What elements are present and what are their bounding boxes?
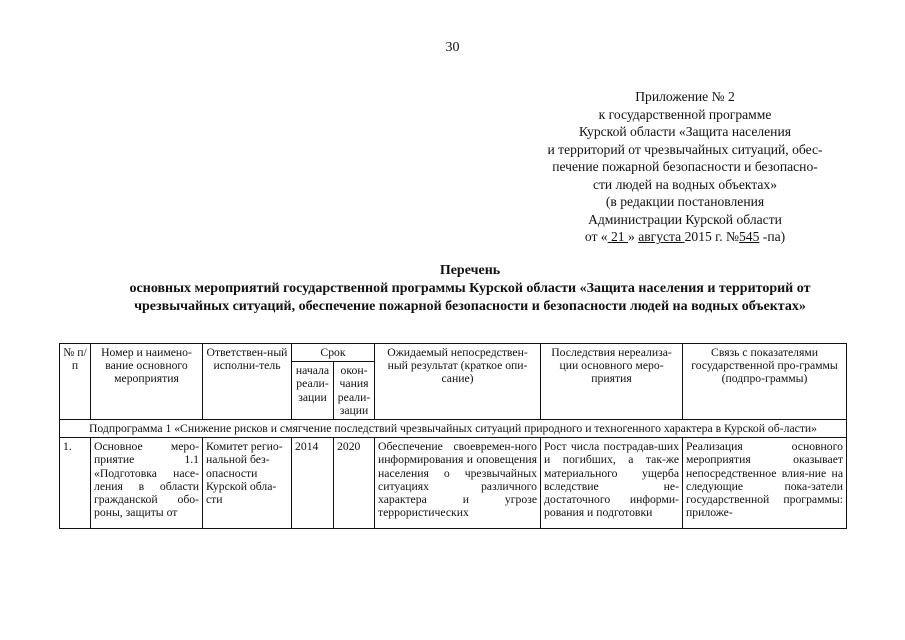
title-line-1: Перечень [439,263,501,278]
header-term: Срок [292,344,375,362]
cell-end: 2020 [334,438,375,529]
title-line-2: основных мероприятий государственной программы Курской области «Защита населения и территорий от [129,281,811,296]
appendix-date-line [500,228,870,246]
cell-executor: Комитет регио-нальной без-опасности Курской обла-сти [203,438,292,529]
appendix-line: Курской области «Защита населения [579,124,791,139]
date-day: 21 [607,229,628,244]
header-link: Связь с показателями государственной про-граммы (подпро-граммы) [683,344,847,420]
date-number: 545 [739,229,760,244]
table-row [60,438,847,529]
date-month: августа [638,229,685,244]
header-name: Номер и наимено-вание основного мероприятия [91,344,203,420]
header-consequences: Последствия нереализа-ции основного меро-приятия [541,344,683,420]
appendix-header [500,88,870,246]
date-prefix: от « [584,229,608,244]
appendix-line: к государственной программе [598,106,772,122]
activities-table [59,343,847,529]
date-suffix: -па) [759,229,786,244]
subprogram-title: Подпрограмма 1 «Снижение рисков и смягчение последствий чрезвычайных ситуаций природного и техногенного характера в Курской об-ласти» [60,420,847,438]
cell-consequences: Рост числа пострадав-ших и погибших, а так-же материального ущерба вследствие не-достаточного информи-рования и подготовки [541,438,683,529]
appendix-line: (в редакции постановления [605,194,765,209]
cell-link: Реализация основного мероприятия оказывает непосредственное влия-ние на следующие пока-затели государственной программы: приложе- [683,438,847,529]
cell-start: 2014 [292,438,334,529]
appendix-line: печение пожарной безопасности и безопасно- [552,159,818,174]
subprogram-row [60,420,847,438]
appendix-line: и территорий от чрезвычайных ситуаций, обес- [547,141,823,157]
header-end: окон-чания реали-зации [334,362,375,420]
date-year: 2015 г. № [684,229,739,244]
header-start: начала реали-зации [292,362,334,420]
cell-num: 1. [60,438,91,529]
header-result: Ожидаемый непосредствен-ный результат (краткое опи-сание) [375,344,541,420]
header-num: № п/п [60,344,91,420]
appendix-line: сти людей на водных объектах» [592,176,778,192]
header-executor: Ответствен-ный исполни-тель [203,344,292,420]
date-mid: » [627,229,639,244]
appendix-line: Приложение № 2 [635,89,735,104]
page-number: 30 [445,40,460,55]
header-row [60,344,847,362]
cell-name: Основное меро-приятие 1.1 «Подготовка насе-ления в области гражданской обо-роны, защиты от [91,438,203,529]
title-line-3: чрезвычайных ситуаций, обеспечение пожарной безопасности и безопасности людей на водных объектах» [134,299,806,314]
appendix-line: Администрации Курской области [588,211,782,227]
cell-result: Обеспечение своевремен-ного информирования и оповещения населения о чрезвычайных ситуациях различного характера и угрозе террористических [375,438,541,529]
document-title [40,262,900,316]
